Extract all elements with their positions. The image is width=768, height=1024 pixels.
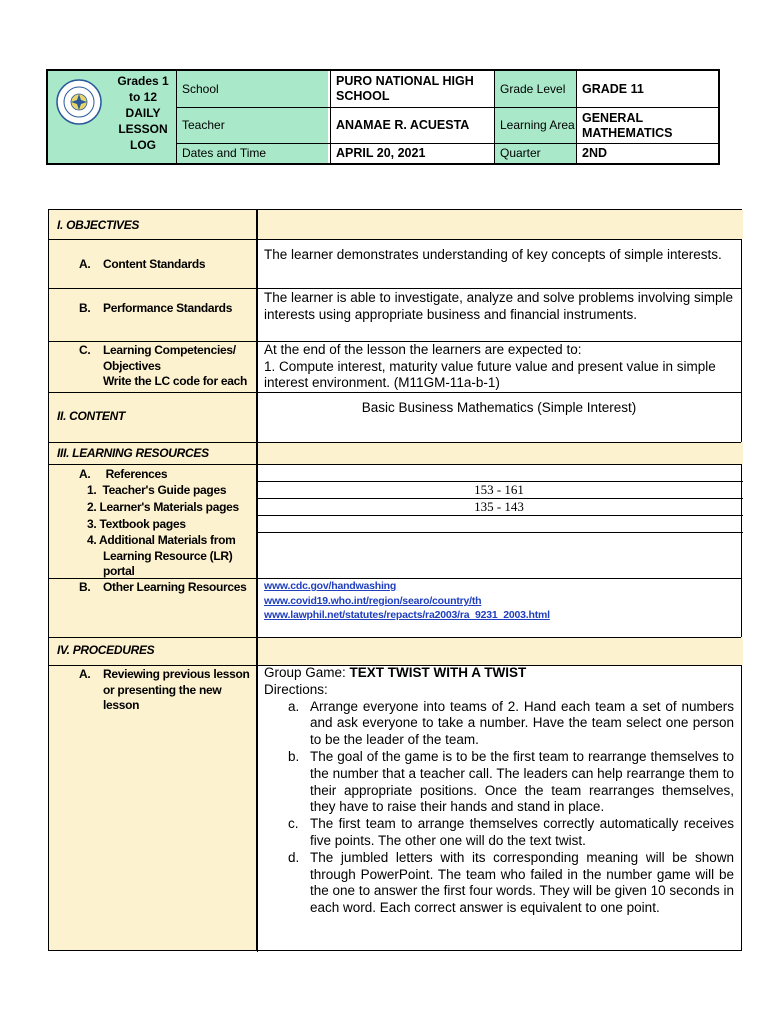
procedure-a-label: Reviewing previous lesson or presenting the new lesson	[103, 667, 250, 712]
learning-area-value: GENERAL MATHEMATICS	[582, 110, 673, 140]
link-cdc-handwashing[interactable]: www.cdc.gov/handwashing	[264, 580, 397, 592]
other-resources-label: Other Learning Resources	[103, 580, 247, 594]
header-title-cell	[48, 71, 177, 163]
list-item: b. The goal of the game is to be the first team to rearrange themselves to the number that a teacher call. The leaders can help rearrange them to their appropriate positions. Once the team rearranges themselves, they have to raise their hands and stand in place.	[288, 748, 734, 815]
dates-value: APRIL 20, 2021	[336, 146, 426, 160]
other-resources-marker: B.	[79, 580, 91, 594]
references-label: A. References	[79, 467, 168, 481]
directions-list	[264, 699, 734, 917]
textbook-label: 3. Textbook pages	[87, 517, 186, 531]
learners-materials-label: 2. Learner's Materials pages	[87, 500, 239, 514]
deped-seal-icon	[56, 79, 102, 125]
procedure-a-content	[264, 665, 734, 917]
teachers-guide-pages: 153 - 161	[474, 482, 524, 497]
lesson-table	[48, 209, 742, 951]
list-item: c. The first team to arrange themselves correctly automatically receives five points. The other one will do the text twist.	[288, 816, 734, 848]
additional-materials-label: 4. Additional Materials from Learning Resource (LR) portal	[87, 533, 236, 578]
teacher-value: ANAMAE R. ACUESTA	[336, 118, 470, 132]
competencies-text: At the end of the lesson the learners are expected to: 1. Compute interest, maturity value future value and present value in simple interest environment. (M11GM-11a-b-1)	[264, 342, 716, 391]
quarter-label: Quarter	[495, 144, 576, 163]
resources-heading: III. LEARNING RESOURCES	[57, 446, 209, 460]
performance-standards-label: Performance Standards	[103, 301, 233, 315]
content-standards-text: The learner demonstrates understanding of key concepts of simple interests.	[264, 247, 722, 262]
dll-title: Grades 1 to 12 DAILY LESSON LOG	[117, 74, 169, 152]
school-value: PURO NATIONAL HIGH SCHOOL	[336, 74, 474, 103]
list-item: a. Arrange everyone into teams of 2. Hand each team a set of numbers and ask everyone to take a number. Have the team select one person to be the leader of the team.	[288, 698, 734, 748]
content-standards-marker: A.	[79, 257, 91, 271]
procedure-a-marker: A.	[79, 667, 91, 681]
objectives-heading: I. OBJECTIVES	[57, 218, 140, 232]
teacher-label: Teacher	[177, 108, 328, 143]
competencies-label: Learning Competencies/ Objectives Write the LC code for each	[103, 343, 248, 388]
competencies-marker: C.	[79, 343, 91, 357]
teachers-guide-label: 1. Teacher's Guide pages	[87, 483, 227, 497]
content-standards-label: Content Standards	[103, 257, 206, 271]
header-table	[46, 69, 720, 165]
list-item: d. The jumbled letters with its corresponding meaning will be shown through PowerPoint. The team who failed in the number game will be the one to answer the first four words. They will be given 10 seconds in each word. Each correct answer is equivalent to one point.	[288, 849, 734, 916]
content-heading: II. CONTENT	[57, 409, 126, 423]
performance-standards-text: The learner is able to investigate, analyze and solve problems involving simple interests using appropriate business and financial instruments.	[264, 290, 733, 322]
directions-label: Directions:	[264, 681, 328, 697]
quarter-value: 2ND	[582, 146, 608, 160]
dates-label: Dates and Time	[177, 144, 328, 163]
performance-standards-marker: B.	[79, 301, 91, 315]
grade-level-value: GRADE 11	[582, 81, 644, 96]
learners-materials-pages: 135 - 143	[474, 499, 524, 514]
link-who-covid[interactable]: www.covid19.who.int/region/searo/country/th	[264, 595, 482, 607]
procedures-heading: IV. PROCEDURES	[57, 643, 155, 657]
link-lawphil[interactable]: www.lawphil.net/statutes/repacts/ra2003/ra_9231_2003.html	[264, 609, 550, 621]
grade-level-label: Grade Level	[495, 71, 576, 107]
game-title-line: Group Game: TEXT TWIST WITH A TWIST	[264, 665, 527, 680]
school-label: School	[177, 71, 328, 107]
content-text: Basic Business Mathematics (Simple Interest)	[361, 400, 637, 415]
learning-area-label: Learning Area	[495, 108, 576, 143]
